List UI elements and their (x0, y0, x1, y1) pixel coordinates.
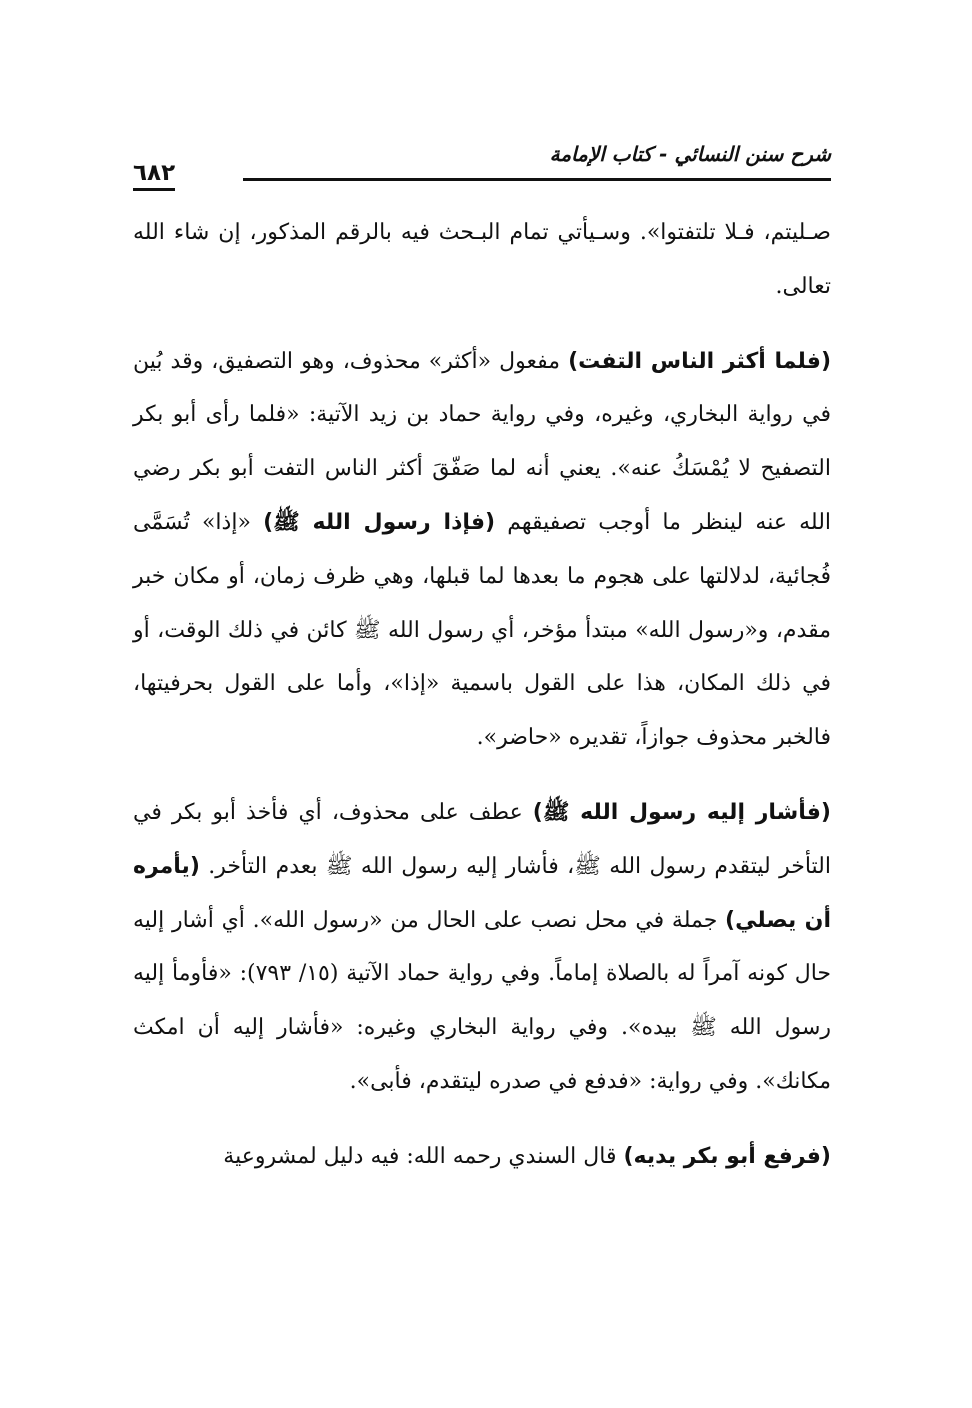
hadith-lemma: (فلما أكثر الناس التفت) (568, 348, 831, 374)
paragraph (133, 335, 831, 765)
paragraph (133, 206, 831, 314)
paragraph-text: مفعول «أكثر» محذوف، وهو التصفيق، وقد بُين في رواية البخاري، وغيره، وفي رواية حماد بن زيد الآتية: «فلما رأى أبو بكر التصفيح لا يُمْسَكُ عنه». يعني أنه لما صَفّقَ أكثر الناس التفت أبو بكر رضي الله عنه لينظر ما أوجب تصفيقهم (133, 348, 832, 535)
page-number: ٦٨٢ (133, 160, 175, 191)
paragraph-text: «إذا» تُسَمَّى فُجائية، لدلالتها على هجوم ما بعدها لما قبلها، وهي ظرف زمان، أو مكان خبر مقدم، و«رسول الله» مبتدأ مؤخر، أي رسول الله ﷺ كائن في ذلك الوقت، أو في ذلك المكان، هذا على القول باسمية «إذا»، وأما على القول بحرفيتها، فالخبر محذوف جوازاً، تقديره «حاضر». (133, 509, 831, 751)
hadith-lemma: (يأمره أن يصلي) (133, 853, 831, 933)
paragraph-text: جملة في محل نصب على الحال من «رسول الله». أي أشار إليه حال كونه آمراً له بالصلاة إماماً. وفي رواية حماد الآتية (١٥/ ٧٩٣): «فأومأ إليه رسول الله ﷺ بيده». وفي رواية البخاري وغيره: «فأشار إليه أن امكث مكانك». وفي رواية: «فدفع في صدره ليتقدم، فأبى». (133, 907, 831, 1094)
hadith-lemma: (فإذا رسول الله ﷺ) (263, 509, 496, 535)
paragraph-text: عطف على محذوف، أي فأخذ أبو بكر في التأخر ليتقدم رسول الله ﷺ، فأشار إليه رسول الله ﷺ بعدم التأخر. (133, 799, 831, 879)
paragraph (133, 786, 831, 1109)
body-text (133, 206, 831, 1184)
paragraph-text: صـليتم، فـلا تلتفتوا». وسـيأتي تمام البـحث فيه بالرقم المذكور، إن شاء الله تعالى. (133, 220, 831, 299)
paragraph (133, 1130, 831, 1184)
page-header (133, 138, 831, 188)
header-rule (243, 178, 831, 181)
running-title: شرح سنن النسائي - كتاب الإمامة (549, 142, 831, 166)
hadith-lemma: (فأشار إليه رسول الله ﷺ) (532, 799, 831, 825)
paragraph-text: قال السندي رحمه الله: فيه دليل لمشروعية (223, 1143, 624, 1169)
hadith-lemma: (فرفع أبو بكر يديه) (623, 1143, 831, 1169)
